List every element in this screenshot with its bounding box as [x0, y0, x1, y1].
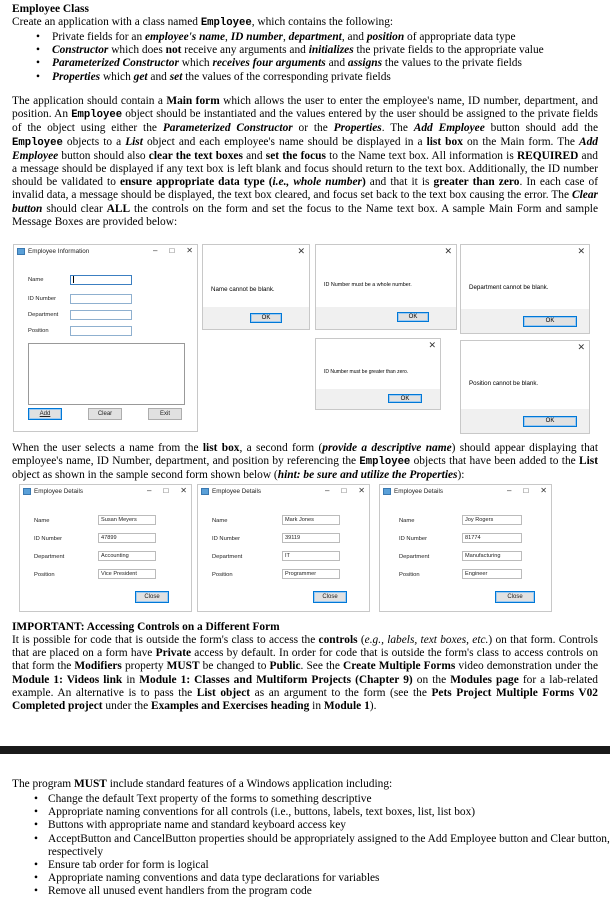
position-label: Position [212, 572, 233, 578]
list-item: • Appropriate naming conventions and data type declarations for variables [48, 872, 610, 885]
department-label: Department [212, 554, 243, 560]
bullet-fields: • Private fields for an employee's name, ID number, department, and position of appropriate data type [52, 31, 610, 44]
ok-button[interactable]: OK [397, 312, 429, 322]
position-value: Vice President [98, 569, 156, 579]
id-number-label: ID Number [399, 536, 428, 542]
clear-button[interactable]: Clear [88, 408, 122, 420]
message-box-name [202, 244, 310, 330]
list-item: • AcceptButton and CancelButton properties should be appropriately assigned to the Add Employee button and Clear button, respectively [48, 833, 610, 859]
paragraph-main-form: The application should contain a Main form which allows the user to enter the employee's name, ID number, department, and position. An Employee object should be instantiated and the values entered by the user should be assigned to the private fields of the object using either the Parameterized Constructor or the Properties. The Add Employee button should add the Employee objects to a List object and each employee's name should be displayed in a list box on the Main form. The Add Employee button should also clear the text boxes and set the focus to the Name text box. All information is REQUIRED and a message should be displayed if any text box is left blank and focus should return to the text box. Additionally, the ID number should be validated to ensure appropriate data type (i.e., whole number) and that it is greater than zero. In each case of invalid data, a message should be displayed, the text box cleared, and focus set back to the text box causing the error. The Clear button should clear ALL the controls on the form and set the focus to the Name text box. A sample Main Form and sample Message Boxes are provided below: [12, 95, 599, 228]
department-value: Accounting [98, 551, 156, 561]
position-label: Position [28, 328, 49, 334]
employee-listbox[interactable] [28, 343, 185, 405]
name-label: Name [28, 277, 44, 283]
message-text: Department cannot be blank. [469, 284, 549, 291]
close-icon[interactable]: ✕ [444, 246, 452, 256]
message-box-position [460, 340, 590, 434]
message-box-department [460, 244, 590, 334]
form-app-icon [17, 248, 25, 255]
message-footer [461, 409, 589, 433]
add-button-label: Add [39, 411, 51, 417]
important-heading: IMPORTANT: Accessing Controls on a Different Form [12, 621, 280, 633]
message-footer [316, 307, 456, 329]
close-icon[interactable]: ✕ [577, 342, 585, 352]
message-text: Position cannot be blank. [469, 380, 539, 387]
department-label: Department [399, 554, 430, 560]
department-value: IT [282, 551, 340, 561]
page-break-bar [0, 746, 610, 754]
message-footer [461, 309, 589, 333]
form-app-icon [201, 488, 209, 495]
department-label: Department [28, 312, 59, 318]
window-controls [153, 246, 193, 255]
bullet-properties: • Properties which get and set the values of the corresponding private fields [52, 71, 610, 84]
minimize-button[interactable]: – [147, 486, 152, 495]
id-number-value: 81774 [462, 533, 522, 543]
minimize-button[interactable]: – [507, 486, 512, 495]
details-titlebar [198, 485, 369, 499]
message-box-id-zero [315, 338, 441, 410]
ok-button[interactable]: OK [523, 416, 577, 427]
close-details-button[interactable]: Close [135, 591, 169, 603]
bullet-constructor: • Constructor which does not receive any arguments and initializes the private fields to the appropriate value [52, 44, 610, 57]
ok-button[interactable]: OK [250, 313, 282, 323]
id-number-value: 39119 [282, 533, 340, 543]
maximize-button[interactable]: □ [523, 486, 529, 495]
window-controls [147, 486, 187, 495]
main-form-titlebar [14, 245, 197, 259]
main-form-title: Employee Information [28, 248, 90, 255]
details-title: Employee Details [394, 488, 443, 495]
maximize-button[interactable]: □ [169, 246, 175, 255]
position-value: Engineer [462, 569, 522, 579]
message-footer [203, 307, 309, 329]
close-icon[interactable]: ✕ [428, 340, 436, 350]
message-text: ID Number must be a whole number. [324, 282, 412, 288]
id-number-label: ID Number [34, 536, 63, 542]
name-label: Name [34, 518, 50, 524]
details-titlebar [380, 485, 551, 499]
id-number-value: 47899 [98, 533, 156, 543]
page-section-2 [0, 754, 610, 913]
ok-button[interactable]: OK [388, 394, 422, 403]
form-app-icon [383, 488, 391, 495]
position-value: Programmer [282, 569, 340, 579]
name-value: Joy Rogers [462, 515, 522, 525]
position-textbox[interactable] [70, 326, 132, 336]
intro-text: Create an application with a class named Employee, which contains the following: [12, 16, 394, 29]
department-textbox[interactable] [70, 310, 132, 320]
list-item: • Appropriate naming conventions for all controls (i.e., buttons, labels, text boxes, list, list box) [48, 806, 610, 819]
department-label: Department [34, 554, 65, 560]
position-label: Position [34, 572, 55, 578]
close-button[interactable]: ✕ [186, 246, 193, 255]
minimize-button[interactable]: – [153, 246, 158, 255]
details-title: Employee Details [212, 488, 261, 495]
name-label: Name [212, 518, 228, 524]
form-app-icon [23, 488, 31, 495]
window-controls [325, 486, 365, 495]
id-number-label: ID Number [212, 536, 241, 542]
close-button[interactable]: ✕ [180, 486, 187, 495]
close-button[interactable]: ✕ [540, 486, 547, 495]
message-box-id-whole [315, 244, 457, 330]
bullet-param-constructor: • Parameterized Constructor which receives four arguments and assigns the values to the private fields [52, 57, 610, 70]
ok-button[interactable]: OK [523, 316, 577, 327]
id-number-label: ID Number [28, 296, 57, 302]
close-details-button[interactable]: Close [495, 591, 535, 603]
details-form-3 [379, 484, 552, 612]
close-icon[interactable]: ✕ [577, 246, 585, 256]
department-value: Manufacturing [462, 551, 522, 561]
position-label: Position [399, 572, 420, 578]
main-form-window [13, 244, 198, 432]
maximize-button[interactable]: □ [341, 486, 347, 495]
program-intro: The program MUST include standard features of a Windows application including: [12, 778, 393, 790]
details-form-1 [19, 484, 192, 612]
exit-button[interactable]: Exit [148, 408, 182, 420]
heading: Employee Class [12, 3, 89, 15]
details-title: Employee Details [34, 488, 83, 495]
close-button[interactable]: ✕ [358, 486, 365, 495]
name-textbox[interactable] [70, 275, 132, 285]
important-text: It is possible for code that is outside the form's class to access the controls (e.g., labels, text boxes, etc.) on that form. Controls that are placed on a form have Private access by default. In order for code that is outside the form's class to access controls on that form the Modifiers property MUST be changed to Public. See the Create Multiple Forms video demonstration under the Module 1: Videos link in Module 1: Classes and Multiform Projects (Chapter 9) on the Modules page for a lab-related example. An alternative is to pass the List object as an argument to the form (see the Pets Project Multiple Forms V02 Completed project under the Examples and Exercises heading in Module 1). [12, 634, 599, 713]
list-item: • Change the default Text property of the forms to something descriptive [48, 793, 610, 806]
message-text: Name cannot be blank. [211, 286, 275, 293]
class-bullets [0, 31, 610, 84]
message-footer [316, 389, 440, 409]
maximize-button[interactable]: □ [163, 486, 169, 495]
add-button[interactable] [28, 408, 62, 420]
close-icon[interactable]: ✕ [297, 246, 305, 256]
list-item: • Ensure tab order for form is logical [48, 859, 610, 872]
details-form-2 [197, 484, 370, 612]
list-item: • Remove all unused event handlers from the program code [48, 885, 610, 898]
list-item: • Buttons with appropriate name and standard keyboard access key [48, 819, 610, 832]
minimize-button[interactable]: – [325, 486, 330, 495]
name-value: Mark Jones [282, 515, 340, 525]
id-number-textbox[interactable] [70, 294, 132, 304]
name-label: Name [399, 518, 415, 524]
details-titlebar [20, 485, 191, 499]
window-controls [507, 486, 547, 495]
paragraph-second-form: When the user selects a name from the list box, a second form (provide a descriptive name) should appear displaying that employee's name, ID Number, department, and position by referencing the Employee objects that have been added to the List object as shown in the sample second form shown below (hint: be sure and utilize the Properties): [12, 442, 599, 482]
name-value: Susan Meyers [98, 515, 156, 525]
close-details-button[interactable]: Close [313, 591, 347, 603]
program-bullets [0, 793, 610, 899]
message-text: ID Number must be greater than zero. [324, 369, 409, 375]
